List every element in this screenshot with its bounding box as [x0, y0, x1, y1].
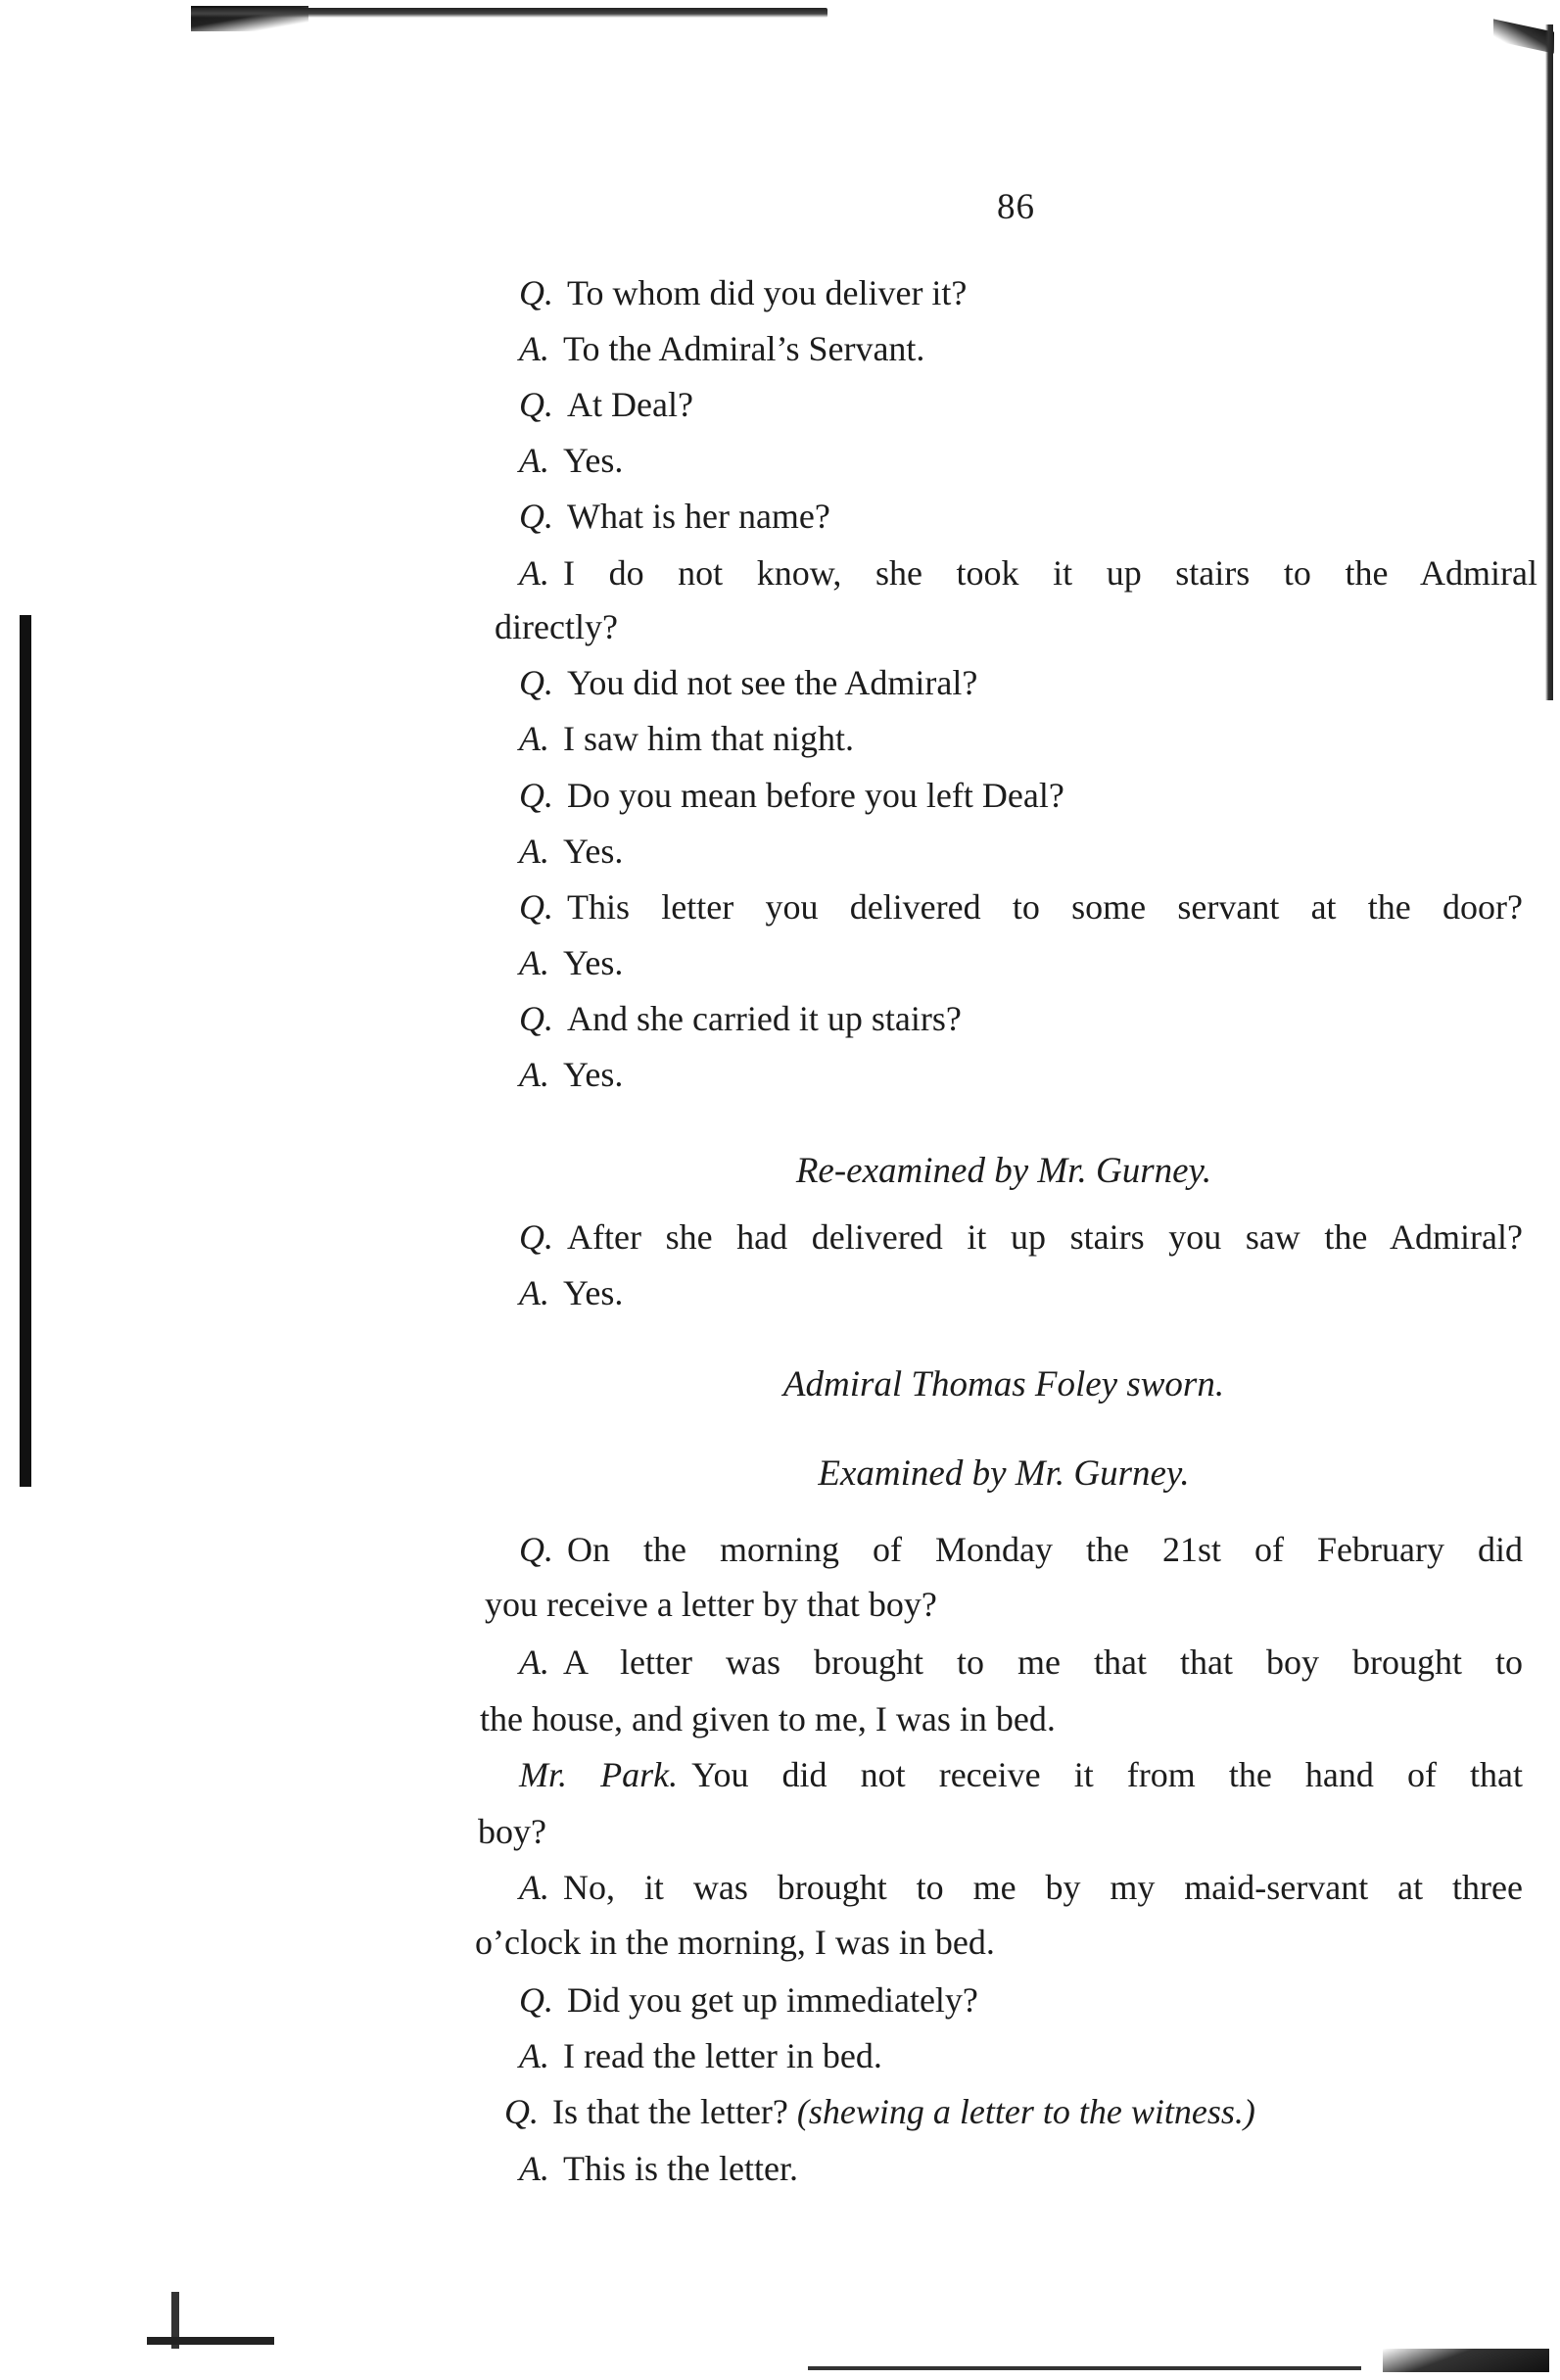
question-line [519, 997, 962, 1040]
line-text: Is that the letter? [552, 2092, 788, 2131]
line-text: This letter you delivered to some servant at the door? [567, 887, 1523, 927]
line-label: A. [519, 719, 549, 758]
line-label: A. [519, 2149, 549, 2188]
line-label: Q. [519, 1217, 553, 1257]
line-text: You did not receive it from the hand of that [691, 1755, 1523, 1794]
question-line [519, 1978, 978, 2022]
question-line [519, 1215, 1523, 1259]
answer-line [519, 1053, 623, 1096]
line-text: And she carried it up stairs? [567, 999, 962, 1038]
line-text: boy? [478, 1812, 546, 1851]
scan-edge-right [1545, 24, 1553, 700]
answer-line [519, 1866, 1523, 1909]
page-number: 86 [997, 187, 1035, 227]
answer-line [519, 2034, 882, 2077]
question-line [519, 661, 977, 704]
line-text: To whom did you deliver it? [567, 273, 968, 312]
answer-line [519, 830, 623, 873]
line-label: A. [519, 441, 549, 480]
line-label: A. [519, 832, 549, 871]
question-line [519, 774, 1064, 817]
answer-line [519, 1641, 1523, 1684]
scan-edge-top [191, 8, 827, 18]
line-label: A. [519, 2036, 549, 2075]
line-label: A. [519, 553, 549, 593]
line-text: I read the letter in bed. [563, 2036, 882, 2075]
answer-line [519, 2147, 798, 2190]
answer-line [519, 551, 1537, 595]
section-heading: Examined by Mr. Gurney. [818, 1453, 1190, 1494]
line-label: Q. [519, 887, 553, 927]
continuation-line [480, 1697, 1056, 1740]
line-text: Yes. [563, 943, 624, 982]
line-text: You did not see the Admiral? [567, 663, 978, 702]
answer-line [519, 439, 623, 482]
question-line [519, 495, 830, 538]
line-label: Q. [519, 1980, 553, 2020]
question-line [519, 1528, 1523, 1571]
line-text: This is the letter. [563, 2149, 798, 2188]
scan-edge-bottom [808, 2366, 1361, 2370]
line-text: After she had delivered it up stairs you saw the Admiral? [567, 1217, 1523, 1257]
line-text: directly? [495, 607, 618, 646]
line-label: A. [519, 943, 549, 982]
line-label: A. [519, 329, 549, 368]
question-line [519, 383, 693, 426]
scan-edge-bottom-right [1383, 2349, 1549, 2372]
line-text: I saw him that night. [563, 719, 854, 758]
line-label: A. [519, 1642, 549, 1682]
line-text: o’clock in the morning, I was in bed. [475, 1923, 995, 1962]
line-label: Q. [519, 1530, 553, 1569]
line-label: Q. [519, 497, 553, 536]
answer-line [519, 941, 623, 984]
line-text: Yes. [563, 441, 624, 480]
line-text: the house, and given to me, I was in bed. [480, 1699, 1056, 1738]
line-text: I do not know, she took it up stairs to the Admiral [563, 553, 1537, 593]
line-text: A letter was brought to me that that boy brought to [563, 1642, 1523, 1682]
scan-blot-bottom-left [147, 2292, 274, 2351]
line-text: Did you get up immediately? [567, 1980, 978, 2020]
line-label: Q. [519, 273, 553, 312]
line-text: Do you mean before you left Deal? [567, 776, 1064, 815]
line-text: No, it was brought to me by my maid-servant at three [563, 1868, 1523, 1907]
line-text: What is her name? [567, 497, 830, 536]
speaker-name: Mr. Park. [519, 1755, 679, 1794]
line-text: At Deal? [567, 385, 693, 424]
line-label: Q. [519, 776, 553, 815]
section-heading: Re-examined by Mr. Gurney. [795, 1151, 1212, 1191]
question-line [519, 271, 967, 314]
answer-line [519, 717, 854, 760]
stage-direction: (shewing a letter to the witness.) [796, 2092, 1255, 2131]
line-text: On the morning of Monday the 21st of February did [567, 1530, 1523, 1569]
continuation-line [485, 1583, 937, 1626]
witness-heading: Admiral Thomas Foley sworn. [782, 1364, 1225, 1404]
speaker-line [519, 1753, 1523, 1796]
line-label: A. [519, 1868, 549, 1907]
line-label: Q. [519, 663, 553, 702]
line-text: Yes. [563, 1055, 624, 1094]
line-text: Yes. [563, 832, 624, 871]
continuation-line [478, 1810, 546, 1853]
line-label: Q. [504, 2092, 539, 2131]
continuation-line [475, 1921, 995, 1964]
answer-line [519, 1271, 623, 1314]
line-text: you receive a letter by that boy? [485, 1585, 937, 1624]
line-label: Q. [519, 999, 553, 1038]
line-label: A. [519, 1273, 549, 1312]
answer-line [519, 327, 924, 370]
question-line [504, 2090, 1255, 2133]
line-label: Q. [519, 385, 553, 424]
line-text: To the Admiral’s Servant. [563, 329, 925, 368]
line-label: A. [519, 1055, 549, 1094]
line-text: Yes. [563, 1273, 624, 1312]
question-line [519, 885, 1523, 928]
continuation-line [495, 605, 618, 648]
scan-edge-left [20, 615, 31, 1487]
